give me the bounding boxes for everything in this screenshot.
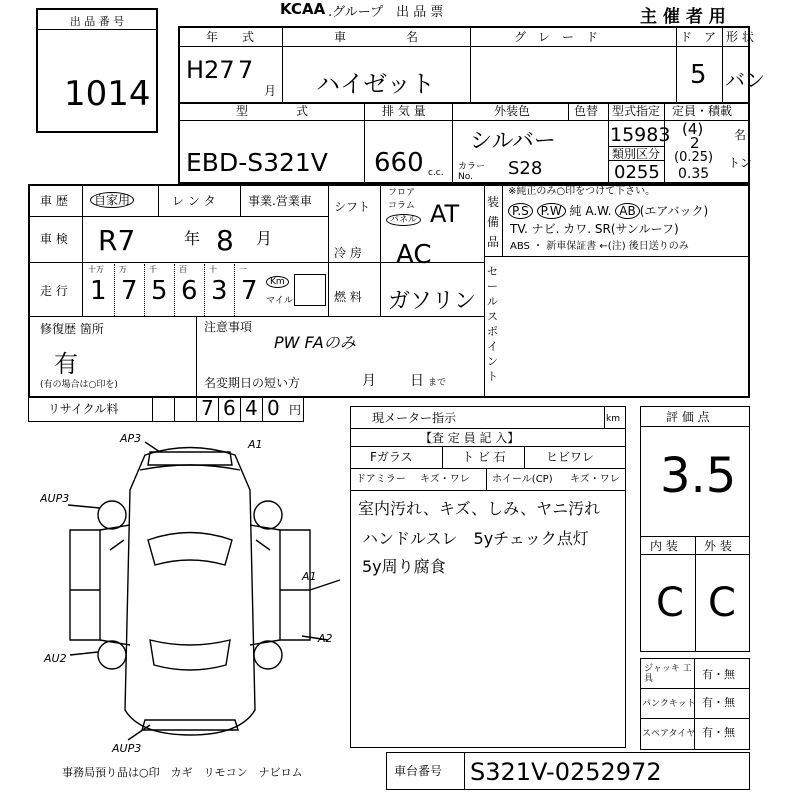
shape-value: バン — [725, 68, 765, 92]
class-label: 類別区分 — [612, 147, 661, 161]
shift-label: シフト — [334, 200, 371, 214]
history-label: 車 歴 — [40, 194, 68, 208]
equipment-line-1 — [508, 202, 708, 219]
color-value: シルバー — [470, 129, 556, 154]
repair-value: 有 — [54, 350, 78, 378]
model-value: EBD-S321V — [186, 148, 328, 177]
wheel-options: キズ・ワレ — [570, 474, 620, 485]
mileage-digit-cell — [144, 264, 174, 316]
capacity-label: 定員・積載 — [672, 104, 733, 118]
equip-pw: P.W — [537, 203, 566, 219]
crack-label: ヒビワレ — [546, 450, 595, 464]
meter-unit: km — [606, 414, 620, 424]
damage-mark: A1 — [302, 570, 317, 583]
group-title: .グループ 出 品 票 — [328, 5, 444, 20]
exterior-label: 外 装 — [704, 539, 732, 553]
name-change-suffix: まで — [428, 378, 447, 388]
recycle-label: リサイクル料 — [48, 402, 119, 416]
fuel-value: ガソリン — [388, 289, 477, 314]
office-note: 事務局預り品は○印 カギ リモコン ナビロム — [62, 766, 303, 779]
inspection-month-unit: 月 — [256, 229, 273, 248]
equipment-line-3: ABS ・ 新車保証書 ←(注) 後日送りのみ — [510, 241, 689, 252]
score-value: 3.5 — [660, 448, 737, 504]
name-label: 車 名 — [334, 30, 419, 44]
damage-mark: AP3 — [120, 432, 142, 445]
mileage-digit: 5 — [151, 276, 168, 306]
recycle-unit: 円 — [289, 403, 302, 417]
mileage-digit-label: 十万 — [88, 265, 104, 274]
car-damage-diagram — [40, 430, 345, 760]
interior-label: 内 装 — [650, 539, 678, 553]
damage-mark: AUP3 — [40, 492, 70, 505]
month-unit: 月 — [264, 84, 277, 98]
color-label: 外装色 — [494, 104, 531, 118]
meter-label: 現メーター指示 — [372, 411, 457, 425]
mileage-digit: 7 — [121, 276, 138, 306]
recycle-digit-cell — [240, 396, 262, 422]
equip-aw: 純 A.W. — [569, 204, 612, 218]
score-label: 評 価 点 — [666, 410, 710, 424]
recycle-digit: 7 — [201, 396, 214, 420]
displacement-label: 排 気 量 — [382, 104, 426, 118]
load-value-2: 0.35 — [678, 166, 710, 182]
color-no-value: S28 — [508, 158, 543, 179]
mileage-digit-label: 十 — [209, 265, 217, 274]
exterior-value: C — [708, 580, 736, 626]
damage-mark: AUP3 — [112, 742, 142, 755]
rental-label: レ ン タ — [172, 194, 216, 208]
displacement-unit: c.c. — [428, 168, 444, 178]
recycle-digit: 0 — [267, 396, 280, 420]
doors-label: ド ア — [680, 30, 717, 44]
lot-label: 出 品 番 号 — [69, 15, 125, 28]
mileage-digit: 7 — [241, 276, 258, 306]
repair-label: 修復歴 箇所 — [40, 322, 104, 336]
mileage-digit-cell — [174, 264, 204, 316]
shift-value: AT — [430, 200, 460, 228]
repaint-label: 色替 — [574, 104, 599, 118]
mileage-digit-label: 千 — [149, 265, 157, 274]
column-label: コラム — [388, 201, 415, 211]
organizer-label: 主 催 者 用 — [640, 7, 726, 27]
year-value: H27 — [186, 56, 235, 84]
mileage-digit: 1 — [90, 276, 107, 306]
load-value-1: (0.25) — [674, 150, 714, 165]
recycle-digit-cell — [218, 396, 240, 422]
recycle-digit-cell — [152, 396, 174, 422]
mileage-digits — [84, 264, 264, 316]
ac-value: AC — [396, 240, 432, 270]
damage-mark: AU2 — [44, 652, 67, 665]
chassis-label: 車台番号 — [394, 764, 443, 778]
extra-puncture-label: パンクキット — [642, 699, 696, 709]
extra-jack-label: ジャッキ 工具 — [644, 664, 692, 684]
recycle-digit: 6 — [223, 396, 236, 420]
lot-box — [36, 8, 158, 133]
mile-label: マイル — [266, 296, 293, 306]
notes-value: PW FAのみ — [274, 333, 356, 352]
mileage-digit-cell — [204, 264, 234, 316]
notes-label: 注意事項 — [204, 320, 253, 334]
km-label: Km — [266, 276, 289, 288]
inspection-era: R7 — [98, 224, 136, 257]
name-change-month: 月 — [362, 373, 376, 389]
repair-note: (有の場合は○印を) — [40, 380, 118, 390]
glass-label: Fガラス — [370, 450, 413, 464]
mileage-digit: 3 — [211, 276, 228, 306]
inspector-comment-2: ハンドルスレ 5yチェック点灯 — [362, 529, 589, 548]
name-value: ハイゼット — [316, 70, 435, 98]
class-value: 0255 — [614, 162, 660, 183]
equipment-note: ※純正のみ○印をつけて下さい。 — [508, 186, 656, 197]
name-change-day: 日 — [410, 373, 424, 389]
doors-value: 5 — [690, 60, 707, 90]
month-value: 7 — [238, 56, 254, 84]
damage-mark: A2 — [318, 632, 333, 645]
damage-mark: A1 — [248, 438, 263, 451]
panel-label: パネル — [386, 214, 421, 226]
extra-spare-label: スペアタイヤ — [642, 729, 696, 739]
inspection-year-unit: 年 — [184, 229, 201, 248]
recycle-digit-cell — [174, 396, 196, 422]
chip-label: ト ビ 石 — [462, 450, 506, 464]
shape-label: 形 状 — [726, 30, 754, 44]
recycle-digits — [152, 396, 288, 422]
ac-label: 冷 房 — [334, 246, 362, 260]
type-designation-label: 型式指定 — [612, 104, 661, 118]
mileage-digit-label: 万 — [119, 265, 127, 274]
floor-label: フロア — [388, 188, 416, 198]
recycle-digit-cell — [262, 396, 284, 422]
extra-jack-value: 有・無 — [702, 668, 735, 681]
mileage-digit: 6 — [181, 276, 198, 306]
displacement-value: 660 — [374, 148, 424, 178]
equip-airbag: (エアバック) — [639, 204, 709, 218]
capacity-value-1: (4) — [682, 120, 704, 138]
equipment-label: 装備品 — [487, 195, 500, 249]
wheel-label: ホイール(CP) — [492, 474, 553, 485]
capacity-unit: 名 — [734, 128, 747, 142]
mileage-digit-label: 百 — [179, 265, 187, 274]
lot-number: 1014 — [64, 74, 151, 114]
chassis-value: S321V-0252972 — [470, 758, 662, 786]
mileage-digit-cell — [114, 264, 144, 316]
color-no-label: カラー No. — [458, 162, 486, 182]
fuel-label: 燃 料 — [334, 290, 362, 304]
capacity-value-2: 2 — [690, 134, 700, 152]
model-label: 型 式 — [236, 104, 309, 118]
mileage-label: 走 行 — [40, 284, 68, 298]
interior-value: C — [656, 580, 684, 626]
private-use-label: 自家用 — [90, 192, 134, 208]
extra-puncture-value: 有・無 — [702, 696, 735, 709]
business-label: 事業.営業車 — [248, 194, 312, 208]
inspector-comment-1: 室内汚れ、キズ、しみ、ヤニ汚れ — [358, 499, 601, 518]
type-designation-value: 15983 — [610, 124, 671, 146]
extra-spare-value: 有・無 — [702, 726, 735, 739]
brand-logo: KCAA — [280, 0, 326, 18]
mirror-options: キズ・ワレ — [420, 474, 470, 485]
inspection-label: 車 検 — [40, 232, 68, 246]
year-label: 年 式 — [206, 30, 255, 44]
name-change-label: 名変期日の短い方 — [204, 376, 301, 390]
sales-point-label: セールスポイント — [487, 265, 498, 383]
inspection-month: 8 — [216, 224, 234, 257]
recycle-digit-cell — [196, 396, 218, 422]
load-unit: トン — [728, 156, 753, 170]
equip-ps: P.S — [508, 203, 533, 219]
equipment-line-2: TV. ナビ. カワ. SR(サンルーフ) — [510, 222, 679, 236]
mileage-digit-cell — [234, 264, 264, 316]
equip-ab: AB — [615, 203, 639, 219]
grade-label: グ レ ー ド — [514, 30, 599, 44]
mileage-digit-label: 一 — [239, 265, 247, 274]
recycle-digit: 4 — [245, 396, 258, 420]
inspector-title: 【査 定 員 記 入】 — [420, 431, 520, 445]
inspector-comment-3: 5y周り腐食 — [362, 557, 446, 576]
mirror-label: ドアミラー — [356, 474, 406, 485]
mileage-digit-cell — [84, 264, 114, 316]
